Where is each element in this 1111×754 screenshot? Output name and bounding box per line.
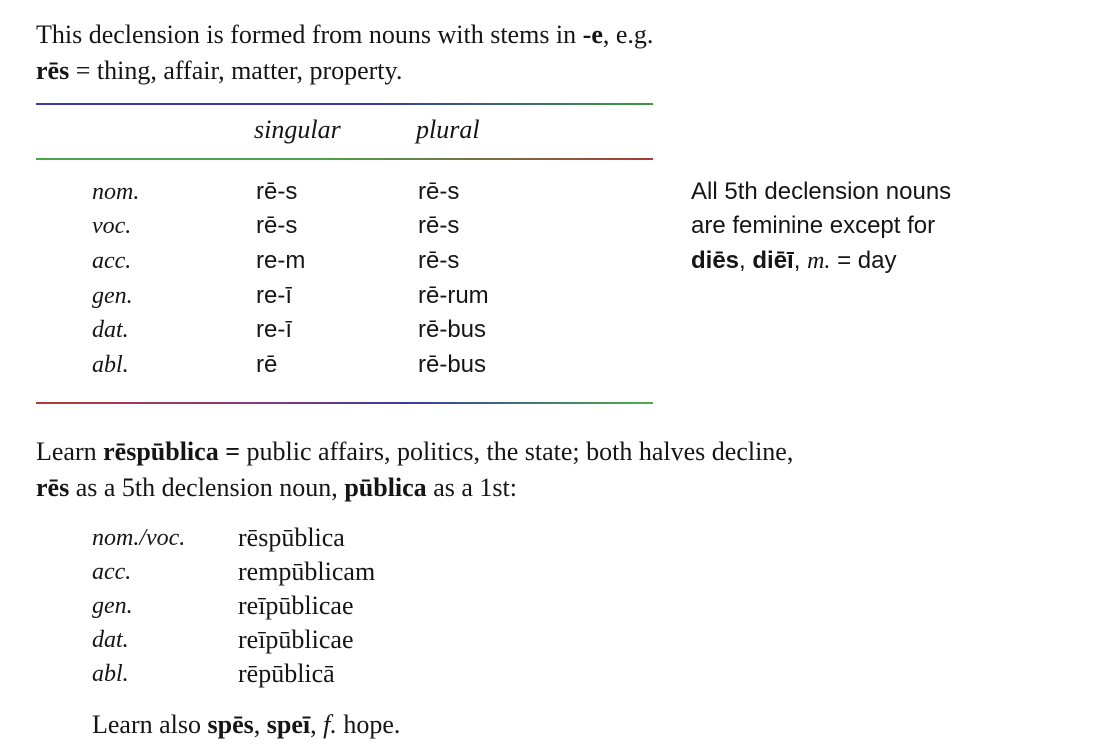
word-publica: pūblica (344, 473, 427, 502)
column-header-plural: plural (416, 115, 480, 144)
case-label: abl. (92, 661, 129, 687)
note-line-2: are feminine except for (691, 212, 936, 239)
case-label: acc. (92, 248, 132, 274)
singular-form: re-ī (256, 316, 292, 343)
column-header-singular: singular (254, 115, 341, 144)
paradigm-form: reīpūblicae (238, 625, 354, 654)
note-word-dies: diēs (691, 247, 740, 274)
learn-also-text: Learn also (92, 710, 208, 739)
learn-also-meaning: hope. (336, 710, 401, 739)
case-label: voc. (92, 213, 132, 239)
singular-form: rē (256, 351, 278, 378)
case-label: gen. (92, 283, 133, 309)
table-rule-bottom (36, 402, 653, 404)
note-word-diei: diēī (752, 247, 794, 274)
case-label: gen. (92, 593, 133, 619)
learn-line-1 (36, 437, 793, 467)
headword-res: rēs (36, 56, 70, 85)
word-res: rēs (36, 473, 70, 502)
intro-line-2 (36, 56, 402, 86)
plural-form: rē-rum (418, 282, 489, 309)
intro-text-end: , e.g. (602, 20, 654, 49)
table-rule-header (36, 158, 653, 160)
case-label: abl. (92, 352, 129, 378)
note-line-3: diēs, diēī, m. = day (691, 247, 897, 274)
learn-also-line: Learn also spēs, speī, f. hope. (92, 710, 401, 739)
singular-form: re-ī (256, 282, 292, 309)
word-spes: spēs (207, 710, 254, 739)
plural-form: rē-s (418, 178, 460, 205)
word-spei: speī (266, 710, 311, 739)
learn-equals: = (218, 437, 241, 466)
case-label: dat. (92, 317, 129, 343)
paradigm-form: reīpūblicae (238, 591, 354, 620)
intro-line-1 (36, 20, 653, 50)
respublica-meaning: public affairs, politics, the state; both halves decline, (240, 437, 794, 466)
learn-text: Learn (36, 437, 104, 466)
note-separator: , (739, 247, 753, 274)
paradigm-form: rēpūblicā (238, 659, 335, 688)
note-gender: m. (807, 248, 831, 274)
learn-line-2 (36, 473, 517, 503)
learn-also-separator: , (253, 710, 267, 739)
plural-form: rē-s (418, 247, 460, 274)
headword-respublica: rēspūblica (103, 437, 219, 466)
stem-ending: -e (582, 20, 603, 49)
plural-form: rē-s (418, 212, 460, 239)
learn-also-gender: f. (323, 710, 337, 739)
singular-form: re-m (256, 247, 306, 274)
case-label: acc. (92, 559, 132, 585)
table-rule-top (36, 103, 653, 105)
paradigm-form: rempūblicam (238, 557, 376, 586)
note-meaning: = day (830, 247, 897, 274)
intro-text: This declension is formed from nouns with stems in (36, 20, 583, 49)
singular-form: rē-s (256, 178, 298, 205)
note-line-1: All 5th declension nouns (691, 178, 952, 205)
plural-form: rē-bus (418, 316, 487, 343)
plural-form: rē-bus (418, 351, 487, 378)
learn-text-mid: as a 5th declension noun, (69, 473, 345, 502)
case-label: nom./voc. (92, 525, 186, 551)
learn-text-end: as a 1st: (426, 473, 517, 502)
paradigm-form: rēspūblica (238, 523, 345, 552)
case-label: dat. (92, 627, 129, 653)
case-label: nom. (92, 179, 140, 205)
singular-form: rē-s (256, 212, 298, 239)
headword-meaning: = thing, affair, matter, property. (69, 56, 403, 85)
